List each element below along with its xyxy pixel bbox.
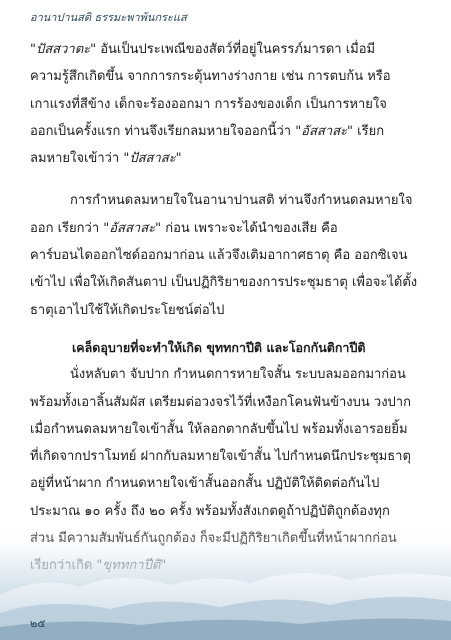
text-line: ธาตุเอาไปใช้ให้เกิดประโยชน์ต่อไป xyxy=(30,302,225,318)
text-line: อันเป็นประเพณีของสัตว์ที่อยู่ในครรภ์มารดา เมื่อมี xyxy=(96,42,376,57)
term-assasa: "อัสสาสะ" xyxy=(295,123,354,139)
body-text xyxy=(30,36,422,580)
text-line: นั่งหลับตา จับปาก กำหนดการหายใจสั้น ระบบลมออกมาก่อน xyxy=(70,367,406,383)
text-line: การกำหนดลมหายใจในอานาปานสติ ท่านจึงกำหนดลมหายใจ xyxy=(70,193,413,209)
text-line: ก่อน เพราะจะได้นำของเสีย คือ xyxy=(161,220,338,236)
text-line: คาร์บอนไดออกไซด์ออกมาก่อน แล้วจึงเติมอากาศธาตุ คือ ออกซิเจน xyxy=(30,248,408,264)
text-line: ออกเป็นครั้งแรก ท่านจึงเรียกลมหายใจออกนี้ว่า xyxy=(30,123,296,139)
term-assasa: "อัสสาสะ" xyxy=(103,220,162,236)
text-line: อยู่ที่หน้าผาก กำหนดหายใจเข้าสั้นออกสั้น ปฏิบัติให้ติดต่อกันไป xyxy=(30,476,380,492)
text-line: เข้าไป เพื่อให้เกิดสันตาป เป็นปฏิกิริยาของการประชุมธาตุ เพื่อจะได้ตั้ง xyxy=(30,275,418,291)
text-line: เรียก xyxy=(353,123,385,139)
term-passavata: "ปัสสวาตะ" xyxy=(30,42,97,57)
page-number: ๒๕ xyxy=(30,617,46,630)
running-header: อานาปานสติ ธรรมะพาพ้นกระแส xyxy=(30,11,187,24)
paragraph-2 xyxy=(30,187,422,323)
cloud-sky-footer-image xyxy=(0,525,451,640)
term-passasa: "ปัสสาสะ" xyxy=(123,151,182,167)
text-line: เกาแรงที่สีข้าง เด็กจะร้องออกมา การร้องของเด็ก เป็นการหายใจ xyxy=(30,96,387,112)
section-heading: เคล็ดอุบายที่จะทำให้เกิด ขุททกาปีติ และโอกกันติกาปีติ xyxy=(72,339,366,355)
text-line: ออก เรียกว่า xyxy=(30,220,104,236)
text-line: พร้อมทั้งเอาลิ้นสัมผัส เตรียมต่อวงจรไว้ที่เหงือกโคนฟันข้างบน วงปาก xyxy=(30,394,411,410)
text-line: ประมาณ ๑๐ ครั้ง ถึง ๒๐ ครั้ง พร้อมทั้งสังเกตดูถ้าปฏิบัติถูกต้องทุก xyxy=(30,503,390,519)
text-line: ที่เกิดจากปราโมทย์ ฝากกับลมหายใจเข้าสั้น ไปกำหนดนึกประชุมธาตุ xyxy=(30,449,411,465)
paragraph-1 xyxy=(30,36,422,172)
text-line: ความรู้สึกเกิดขึ้น จากการกระตุ้นทางร่างกาย เช่น การตบก้น หรือ xyxy=(30,69,391,85)
text-line: เมื่อกำหนดลมหายใจเข้าสั้น ให้ลอกตากลับขึ้นไป พร้อมทั้งเอารอยยิ้ม xyxy=(30,421,408,437)
text-line: ลมหายใจเข้าว่า xyxy=(30,151,124,167)
